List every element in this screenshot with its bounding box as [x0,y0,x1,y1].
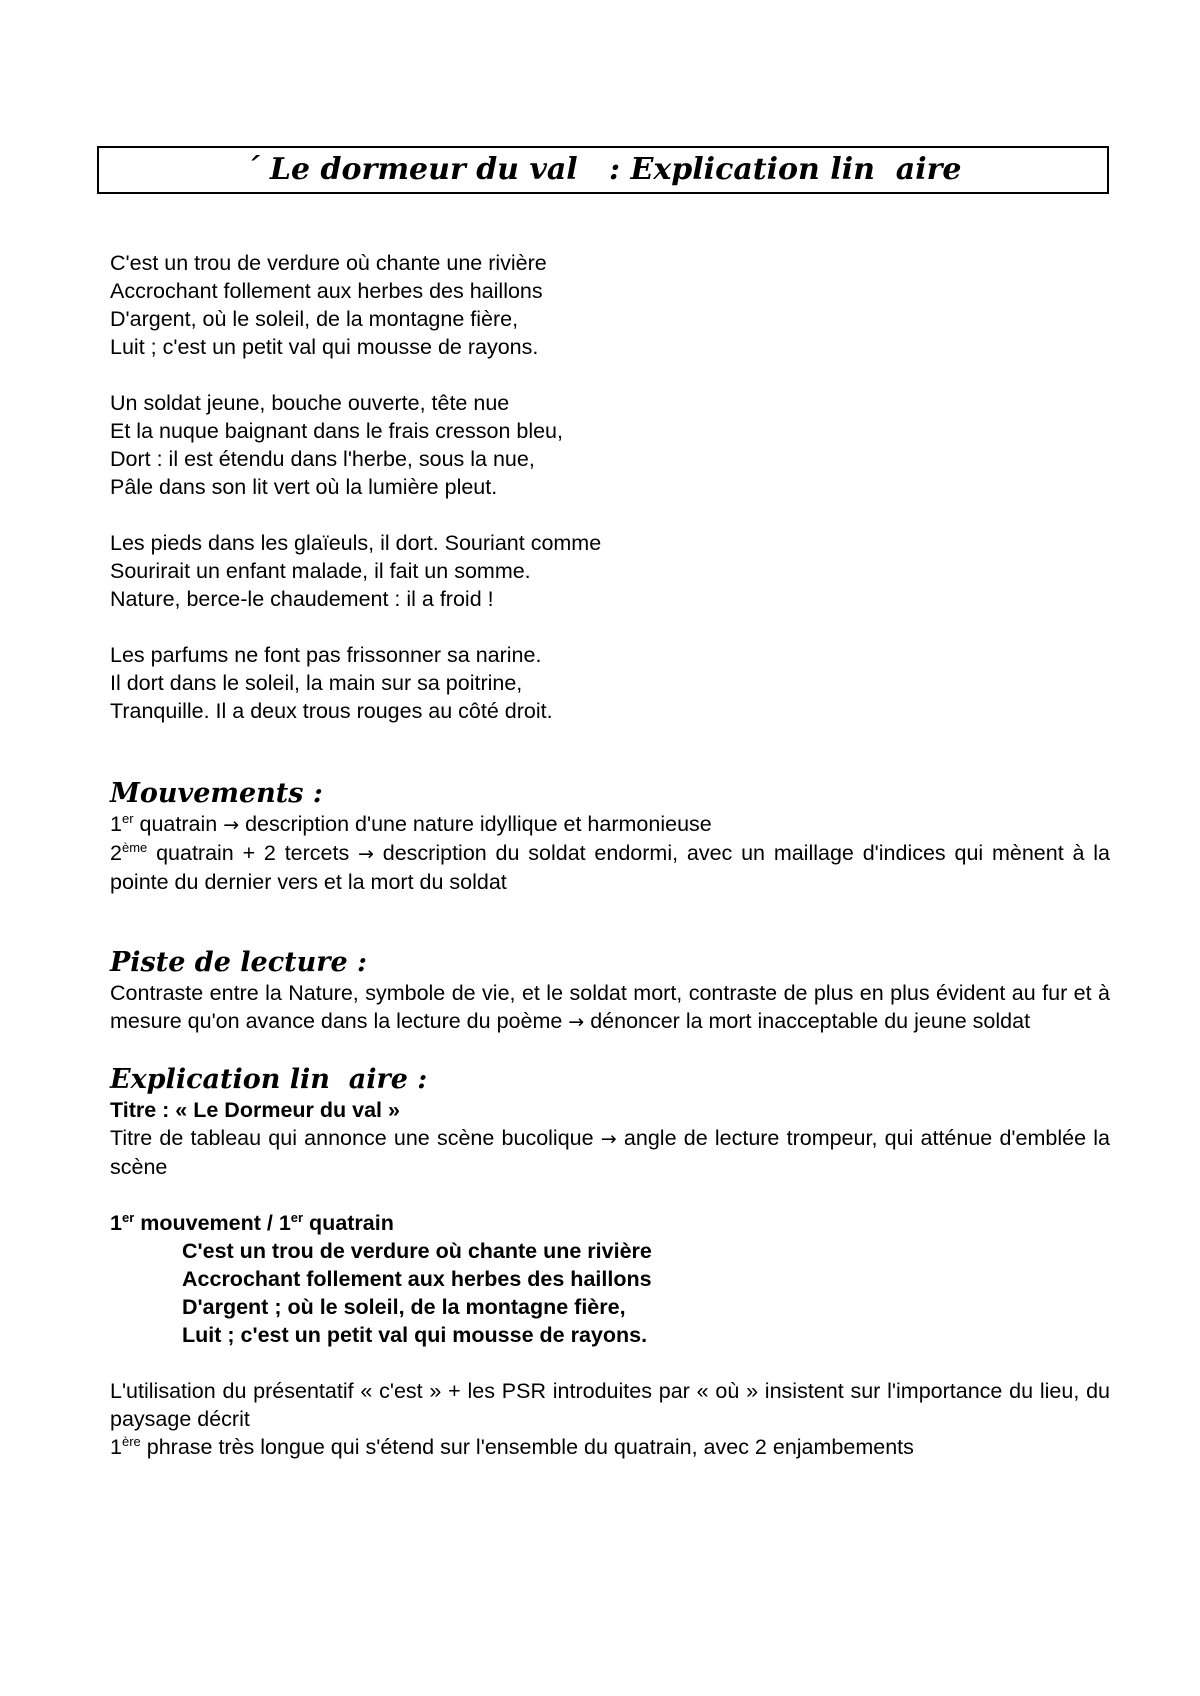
analysis-1: L'utilisation du présentatif « c'est » + les PSR introduites par « où » insistent sur l'importance du lieu, du paysage décrit [110,1379,1110,1431]
stanza-1 [110,249,1110,361]
piste-text: Contraste entre la Nature, symbole de vie, et le soldat mort, contraste de plus en plus évident au fur et à mesure qu'on avance dans la lecture du poème → dénoncer la mort inacceptable du jeune soldat [110,981,1110,1033]
heading-explication: Explication lin aire : [110,1064,428,1095]
title-box [97,146,1109,194]
verse: Un soldat jeune, bouche ouverte, tête nue [110,391,510,415]
verse: Tranquille. Il a deux trous rouges au côté droit. [110,699,553,723]
poem [110,249,1110,725]
quoted-verse: C'est un trou de verdure où chante une rivière [182,1239,652,1263]
document-body [110,249,1110,1461]
page-title: ´ Le dormeur du val : Explication lin aire [244,152,962,187]
verse: Sourirait un enfant malade, il fait un somme. [110,559,531,583]
stanza-3 [110,529,1110,613]
heading-piste: Piste de lecture : [110,947,368,978]
arrow-right-icon: → [358,843,374,865]
verse: D'argent, où le soleil, de la montagne fière, [110,307,519,331]
quoted-verse: D'argent ; où le soleil, de la montagne fière, [182,1295,626,1319]
analysis-2: 1ère phrase très longue qui s'étend sur l'ensemble du quatrain, avec 2 enjambements [110,1434,914,1459]
titre-label: Titre : « Le Dormeur du val » [110,1098,400,1122]
stanza-2 [110,389,1110,501]
quoted-quatrain [110,1237,1110,1349]
titre-text: Titre de tableau qui annonce une scène bucolique → angle de lecture trompeur, qui atténue d'emblée la scène [110,1126,1110,1179]
quoted-verse: Accrochant follement aux herbes des haillons [182,1267,652,1291]
mouvement-2: 2ème quatrain + 2 tercets → description du soldat endormi, avec un maillage d'indices qui mènent à la pointe du dernier vers et la mort du soldat [110,840,1110,894]
verse: Il dort dans le soleil, la main sur sa poitrine, [110,671,523,695]
verse: Dort : il est étendu dans l'herbe, sous la nue, [110,447,535,471]
verse: Luit ; c'est un petit val qui mousse de rayons. [110,335,539,359]
mouvement-1: 1er quatrain → description d'une nature idyllique et harmonieuse [110,811,712,836]
verse: Les parfums ne font pas frissonner sa narine. [110,643,542,667]
arrow-right-icon: → [600,1128,617,1150]
heading-mouvements: Mouvements : [110,778,323,809]
verse: Nature, berce-le chaudement : il a froid ! [110,587,494,611]
verse: Et la nuque baignant dans le frais cresson bleu, [110,419,563,443]
mouvement-1-heading: 1er mouvement / 1er quatrain [110,1210,394,1235]
quoted-verse: Luit ; c'est un petit val qui mousse de rayons. [182,1323,648,1347]
verse: Les pieds dans les glaïeuls, il dort. Souriant comme [110,531,602,555]
verse: Accrochant follement aux herbes des haillons [110,279,543,303]
arrow-right-icon: → [568,1011,585,1033]
verse: C'est un trou de verdure où chante une rivière [110,251,547,275]
arrow-right-icon: → [223,814,240,836]
verse: Pâle dans son lit vert où la lumière pleut. [110,475,498,499]
stanza-4 [110,641,1110,725]
